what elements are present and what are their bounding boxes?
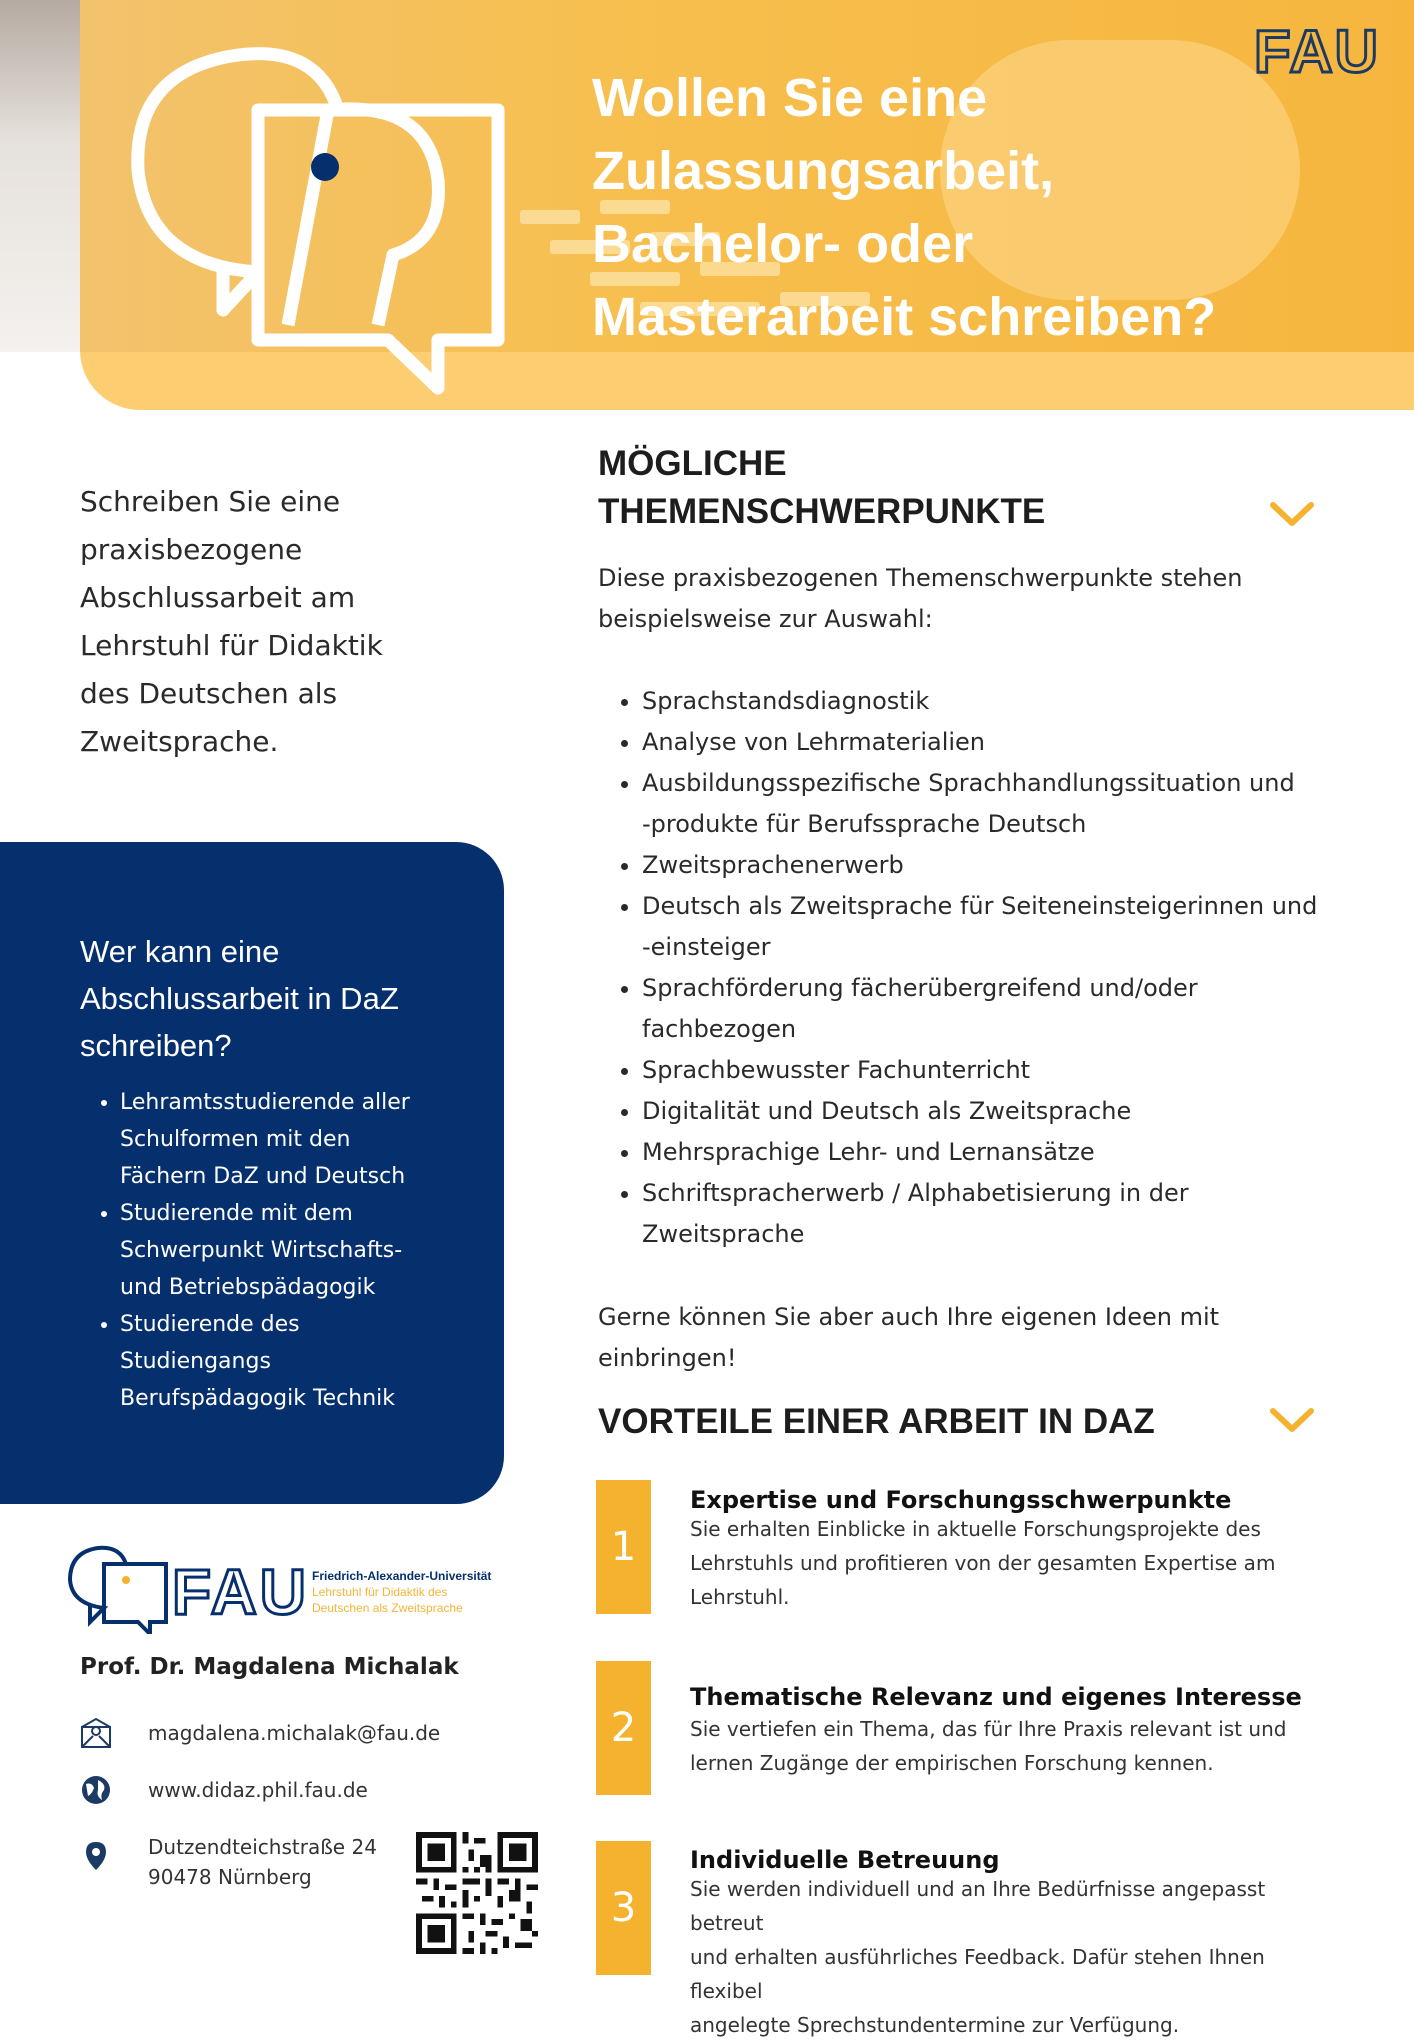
- eligibility-heading-line: schreiben?: [80, 1028, 232, 1063]
- advantage-number-box: 3: [596, 1841, 651, 1975]
- logo-sub-line: Deutschen als Zweitsprache: [312, 1601, 463, 1615]
- advantage-title: Thematische Relevanz und eigenes Interesse: [690, 1683, 1302, 1711]
- list-item: • Digitalität und Deutsch als Zweitsprache: [642, 1091, 1402, 1132]
- themes-intro-line: Diese praxisbezogenen Themenschwerpunkte stehen: [598, 564, 1243, 592]
- fau-logo: [1254, 20, 1394, 84]
- page-title-line: Masterarbeit schreiben?: [592, 287, 1217, 347]
- intro-text: [80, 478, 440, 766]
- advantage-number-box: 1: [596, 1480, 651, 1614]
- list-item: • Mehrsprachige Lehr- und Lernansätze: [642, 1132, 1402, 1173]
- list-item: • Deutsch als Zweitsprache für Seiteneinsteigerinnen und -einsteiger: [642, 886, 1402, 968]
- advantage-text-line: und erhalten ausführliches Feedback. Dafür stehen Ihnen flexibel: [690, 1945, 1265, 2003]
- list-item: • Ausbildungsspezifische Sprachhandlungssituation und -produkte für Berufssprache Deutsch: [642, 763, 1402, 845]
- intro-line: Zweitsprache.: [80, 725, 279, 758]
- contact-website[interactable]: www.didaz.phil.fau.de: [148, 1778, 368, 1802]
- advantage-text-line: lernen Zugänge der empirischen Forschung kennen.: [690, 1751, 1214, 1775]
- address-line: 90478 Nürnberg: [148, 1865, 312, 1889]
- fau-logo-text: FAU: [1254, 20, 1380, 84]
- themes-list: [598, 681, 1402, 1255]
- logo-sub-line: Lehrstuhl für Didaktik des: [312, 1585, 448, 1599]
- advantage-text: [690, 1712, 1330, 1780]
- eligibility-heading: [80, 928, 480, 1069]
- page-title-line: Bachelor- oder: [592, 214, 974, 274]
- speech-bubble-head-icon: [128, 40, 508, 400]
- address-line: Dutzendteichstraße 24: [148, 1835, 377, 1859]
- themes-outro-line: einbringen!: [598, 1344, 737, 1372]
- list-item: • Schriftspracherwerb / Alphabetisierung in der Zweitsprache: [642, 1173, 1402, 1255]
- eligibility-list: [80, 1084, 480, 1417]
- advantage-title: Individuelle Betreuung: [690, 1846, 1000, 1874]
- chevron-down-icon[interactable]: [1270, 1408, 1314, 1434]
- advantages-heading: VORTEILE EINER ARBEIT IN DAZ: [598, 1402, 1155, 1441]
- logo-sub-line: Friedrich-Alexander-Universität: [312, 1569, 492, 1583]
- themes-intro-line: beispielsweise zur Auswahl:: [598, 605, 933, 633]
- themes-heading: [598, 440, 1045, 536]
- fau-logo-text: FAU: [172, 1556, 309, 1628]
- advantage-title: Expertise und Forschungsschwerpunkte: [690, 1486, 1232, 1514]
- advantage-text-line: Lehrstuhl.: [690, 1585, 790, 1609]
- contact-address: [148, 1832, 377, 1892]
- header-photo-strip: [0, 0, 80, 352]
- qr-code[interactable]: [416, 1832, 538, 1954]
- themes-outro-line: Gerne können Sie aber auch Ihre eigenen Ideen mit: [598, 1303, 1220, 1331]
- advantage-text-line: angelegte Sprechstundentermine zur Verfügung.: [690, 2013, 1180, 2037]
- advantage-text-line: Sie erhalten Einblicke in aktuelle Forschungsprojekte des: [690, 1517, 1261, 1541]
- chevron-down-icon[interactable]: [1270, 502, 1314, 528]
- list-item: • Lehramtsstudierende aller Schulformen mit den Fächern DaZ und Deutsch: [120, 1084, 480, 1195]
- advantage-text-line: Sie vertiefen ein Thema, das für Ihre Praxis relevant ist und: [690, 1717, 1287, 1741]
- themes-intro: [598, 558, 1318, 640]
- contact-name: Prof. Dr. Magdalena Michalak: [80, 1654, 459, 1680]
- themes-heading-line: THEMENSCHWERPUNKTE: [598, 492, 1046, 531]
- intro-line: Lehrstuhl für Didaktik: [80, 629, 383, 662]
- list-item: • Sprachförderung fächerübergreifend und/oder fachbezogen: [642, 968, 1402, 1050]
- page-title: [592, 62, 1352, 354]
- globe-icon: [80, 1774, 112, 1806]
- page-title-line: Wollen Sie eine: [592, 68, 988, 128]
- advantage-text: [690, 1512, 1330, 1614]
- advantage-text: [690, 1872, 1330, 2042]
- fau-chair-subtitle: [312, 1568, 522, 1616]
- list-item: • Studierende des Studiengangs Berufspädagogik Technik: [120, 1306, 480, 1417]
- advantage-text-line: Lehrstuhls und profitieren von der gesamten Expertise am: [690, 1551, 1276, 1575]
- advantage-number-box: 2: [596, 1661, 651, 1795]
- list-item: • Analyse von Lehrmaterialien: [642, 722, 1402, 763]
- email-icon: [80, 1717, 112, 1749]
- advantage-text-line: Sie werden individuell und an Ihre Bedürfnisse angepasst betreut: [690, 1877, 1266, 1935]
- themes-outro: [598, 1297, 1318, 1379]
- page-title-line: Zulassungsarbeit,: [592, 141, 1055, 201]
- list-item: • Studierende mit dem Schwerpunkt Wirtschafts- und Betriebspädagogik: [120, 1195, 480, 1306]
- intro-line: des Deutschen als: [80, 677, 338, 710]
- list-item: • Sprachstandsdiagnostik: [642, 681, 1402, 722]
- intro-line: Schreiben Sie eine: [80, 485, 341, 518]
- intro-line: Abschlussarbeit am: [80, 581, 356, 614]
- location-pin-icon: [80, 1840, 112, 1872]
- list-item: • Zweitsprachenerwerb: [642, 845, 1402, 886]
- list-item: • Sprachbewusster Fachunterricht: [642, 1050, 1402, 1091]
- themes-heading-line: MÖGLICHE: [598, 444, 787, 483]
- intro-line: praxisbezogene: [80, 533, 303, 566]
- contact-email[interactable]: magdalena.michalak@fau.de: [148, 1721, 441, 1745]
- eligibility-heading-line: Abschlussarbeit in DaZ: [80, 981, 399, 1016]
- eligibility-heading-line: Wer kann eine: [80, 934, 280, 969]
